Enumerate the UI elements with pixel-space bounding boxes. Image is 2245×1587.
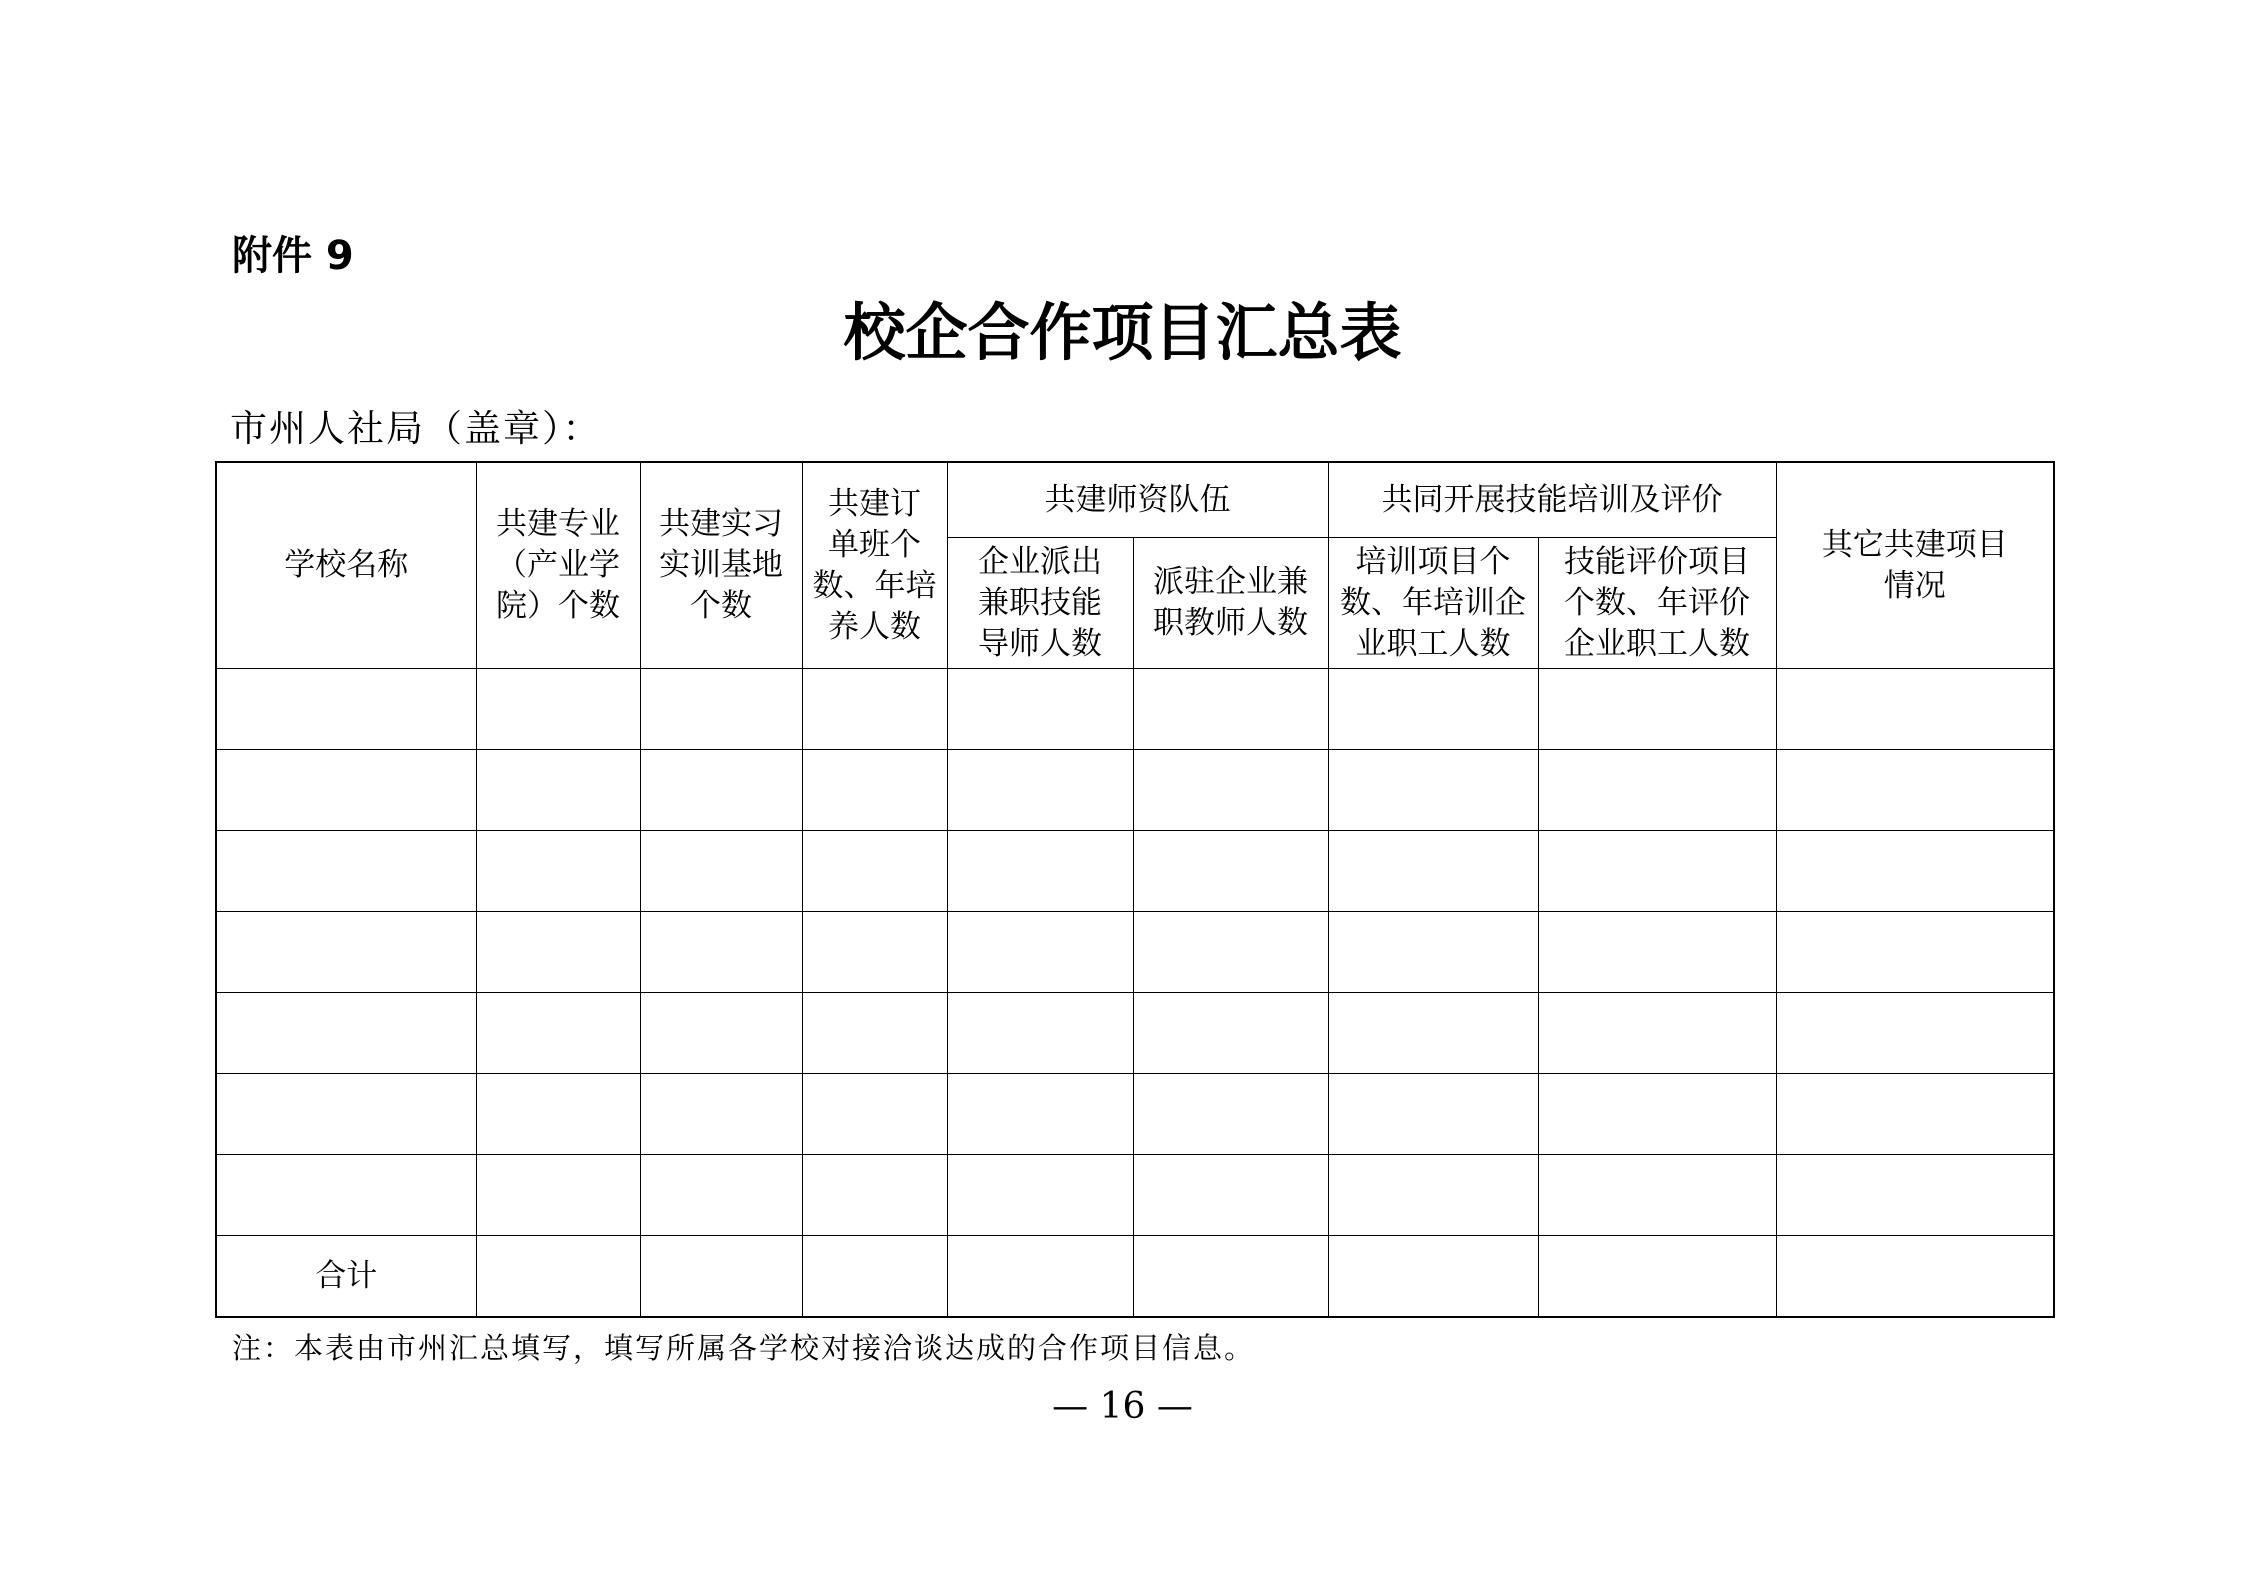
table-cell[interactable] — [1133, 1155, 1328, 1236]
footnote: 注：本表由市州汇总填写，填写所属各学校对接洽谈达成的合作项目信息。 — [232, 1331, 1256, 1365]
header-other-projects: 其它共建项目 情况 — [1776, 462, 2054, 669]
header-skill-evaluation: 技能评价项目 个数、年评价 企业职工人数 — [1538, 538, 1776, 669]
table-cell[interactable] — [1133, 912, 1328, 993]
table-cell[interactable] — [1776, 831, 2054, 912]
row-label-cell[interactable] — [216, 912, 476, 993]
table-cell[interactable] — [1133, 750, 1328, 831]
table-cell[interactable] — [1776, 669, 2054, 750]
table-cell[interactable] — [640, 1074, 802, 1155]
table-cell[interactable] — [476, 1155, 640, 1236]
table-cell[interactable] — [1133, 1074, 1328, 1155]
table-cell[interactable] — [802, 750, 947, 831]
table-cell[interactable] — [476, 669, 640, 750]
table-cell[interactable] — [802, 1155, 947, 1236]
table-cell[interactable] — [1538, 912, 1776, 993]
table-cell[interactable] — [476, 831, 640, 912]
table-cell[interactable] — [947, 1155, 1133, 1236]
table-cell[interactable] — [476, 1236, 640, 1318]
table-row — [216, 1155, 2054, 1236]
table-cell[interactable] — [947, 993, 1133, 1074]
table-cell[interactable] — [802, 912, 947, 993]
row-label-cell[interactable] — [216, 993, 476, 1074]
table-cell[interactable] — [947, 750, 1133, 831]
row-label-cell[interactable] — [216, 1155, 476, 1236]
seal-label: 市州人社局（盖章）： — [230, 407, 602, 450]
table-cell[interactable] — [947, 912, 1133, 993]
table-cell[interactable] — [1328, 831, 1538, 912]
page-number: — 16 — — [1052, 1386, 1193, 1427]
table-cell[interactable] — [1538, 993, 1776, 1074]
table-cell[interactable] — [1328, 1074, 1538, 1155]
table-cell[interactable] — [476, 1074, 640, 1155]
table-cell[interactable] — [1133, 831, 1328, 912]
table-cell[interactable] — [640, 1155, 802, 1236]
table-row — [216, 993, 2054, 1074]
table-row — [216, 1074, 2054, 1155]
row-label-cell[interactable] — [216, 1074, 476, 1155]
table-cell[interactable] — [802, 1236, 947, 1318]
header-school-name: 学校名称 — [216, 462, 476, 669]
table-cell[interactable] — [1538, 750, 1776, 831]
row-label-cell[interactable] — [216, 669, 476, 750]
table-cell[interactable] — [947, 831, 1133, 912]
table-cell[interactable] — [476, 750, 640, 831]
table-cell[interactable] — [1776, 1236, 2054, 1318]
page-title: 校企合作项目汇总表 — [843, 296, 1402, 369]
header-training-group: 共同开展技能培训及评价 — [1328, 462, 1776, 538]
header-training-projects: 培训项目个 数、年培训企 业职工人数 — [1328, 538, 1538, 669]
table-cell[interactable] — [1538, 1155, 1776, 1236]
table-cell[interactable] — [947, 1236, 1133, 1318]
summary-table — [215, 461, 2055, 1318]
table-cell[interactable] — [1776, 750, 2054, 831]
attachment-label: 附件 9 — [232, 233, 354, 279]
table-cell[interactable] — [1538, 1236, 1776, 1318]
table-cell[interactable] — [640, 669, 802, 750]
table-cell[interactable] — [802, 669, 947, 750]
table-cell[interactable] — [1328, 993, 1538, 1074]
header-order-classes: 共建订 单班个 数、年培 养人数 — [802, 462, 947, 669]
row-label-cell[interactable]: 合计 — [216, 1236, 476, 1318]
header-faculty-group: 共建师资队伍 — [947, 462, 1328, 538]
table-cell[interactable] — [1328, 1236, 1538, 1318]
table-cell[interactable] — [1328, 750, 1538, 831]
table-cell[interactable] — [476, 993, 640, 1074]
table-cell[interactable] — [947, 669, 1133, 750]
table-cell[interactable] — [1328, 912, 1538, 993]
table-row — [216, 750, 2054, 831]
table-cell[interactable] — [640, 912, 802, 993]
header-majors: 共建专业 （产业学 院）个数 — [476, 462, 640, 669]
table-cell[interactable] — [1776, 993, 2054, 1074]
header-faculty-dispatched: 企业派出 兼职技能 导师人数 — [947, 538, 1133, 669]
table-cell[interactable] — [1538, 1074, 1776, 1155]
table-cell[interactable] — [1133, 669, 1328, 750]
header-training-bases: 共建实习 实训基地 个数 — [640, 462, 802, 669]
table-cell[interactable] — [947, 1074, 1133, 1155]
table-cell[interactable] — [1538, 669, 1776, 750]
table-cell[interactable] — [1776, 1074, 2054, 1155]
table-cell[interactable] — [1776, 912, 2054, 993]
row-label-cell[interactable] — [216, 750, 476, 831]
table-cell[interactable] — [640, 750, 802, 831]
table-body — [216, 669, 2054, 1318]
table-cell[interactable] — [476, 912, 640, 993]
table-row — [216, 831, 2054, 912]
table-cell[interactable] — [1133, 1236, 1328, 1318]
table-cell[interactable] — [1328, 669, 1538, 750]
header-faculty-stationed: 派驻企业兼 职教师人数 — [1133, 538, 1328, 669]
table-cell[interactable] — [1328, 1155, 1538, 1236]
table-cell[interactable] — [1538, 831, 1776, 912]
table-cell[interactable] — [802, 993, 947, 1074]
table-row — [216, 669, 2054, 750]
row-label-cell[interactable] — [216, 831, 476, 912]
table-cell[interactable] — [640, 1236, 802, 1318]
table-cell[interactable] — [802, 831, 947, 912]
table-cell[interactable] — [640, 993, 802, 1074]
table-cell[interactable] — [1133, 993, 1328, 1074]
table-cell[interactable] — [1776, 1155, 2054, 1236]
table-row — [216, 912, 2054, 993]
table-cell[interactable] — [802, 1074, 947, 1155]
table-cell[interactable] — [640, 831, 802, 912]
table-row — [216, 1236, 2054, 1318]
